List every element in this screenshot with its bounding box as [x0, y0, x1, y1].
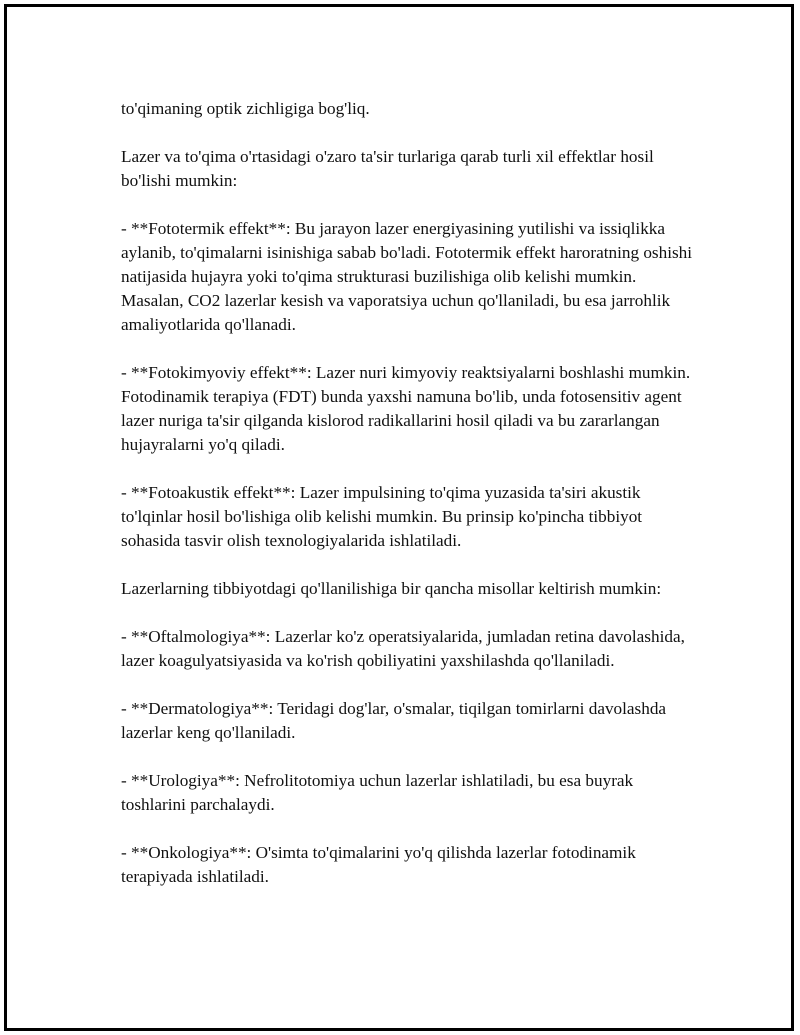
paragraph-continuation: to'qimaning optik zichligiga bog'liq.	[121, 99, 370, 118]
list-item-urology: - **Urologiya**: Nefrolitotomiya uchun lazerlar ishlatiladi, bu esa buyrak toshlarini parchalaydi.	[121, 771, 634, 814]
list-item-ophthalmology: - **Oftalmologiya**: Lazerlar ko'z operatsiyalarida, jumladan retina davolashida, lazer koagulyatsiyasida va ko'rish qobiliyatini yaxshilashda qo'llaniladi.	[121, 627, 685, 670]
list-item-dermatology: - **Dermatologiya**: Teridagi dog'lar, o'smalar, tiqilgan tomirlarni davolashda lazerlar keng qo'llaniladi.	[121, 699, 667, 742]
list-item-oncology: - **Onkologiya**: O'simta to'qimalarini yo'q qilishda lazerlar fotodinamik terapiyada ishlatiladi.	[121, 843, 636, 886]
list-item-photoacoustic: - **Fotoakustik effekt**: Lazer impulsining to'qima yuzasida ta'siri akustik to'lqinlar hosil bo'lishiga olib kelishi mumkin. Bu prinsip ko'pincha tibbiyot sohasida tasvir olish texnologiyalarida ishlatiladi.	[121, 483, 643, 550]
page-border	[4, 4, 794, 1031]
paragraph-applications-intro: Lazerlarning tibbiyotdagi qo'llanilishiga bir qancha misollar keltirish mumkin:	[121, 579, 662, 598]
list-item-photothermal: - **Fototermik effekt**: Bu jarayon lazer energiyasining yutilishi va issiqlikka aylanib, to'qimalarni isinishiga sabab bo'ladi. Fototermik effekt haroratning oshishi natijasida hujayra yoki to'qima strukturasi buzilishiga olib kelishi mumkin. Masalan, CO2 lazerlar kesish va vaporatsiya uchun qo'llaniladi, bu esa jarrohlik amaliyotlarida qo'llanadi.	[121, 219, 693, 334]
document-body	[121, 97, 696, 889]
list-item-photochemical: - **Fotokimyoviy effekt**: Lazer nuri kimyoviy reaktsiyalarni boshlashi mumkin. Fotodinamik terapiya (FDT) bunda yaxshi namuna bo'lib, unda fotosensitiv agent lazer nuriga ta'sir qilganda kislorod radikallarini hosil qiladi va bu zararlangan hujayralarni yo'q qiladi.	[121, 363, 691, 454]
paragraph-effects-intro: Lazer va to'qima o'rtasidagi o'zaro ta'sir turlariga qarab turli xil effektlar hosil bo'lishi mumkin:	[121, 147, 654, 190]
